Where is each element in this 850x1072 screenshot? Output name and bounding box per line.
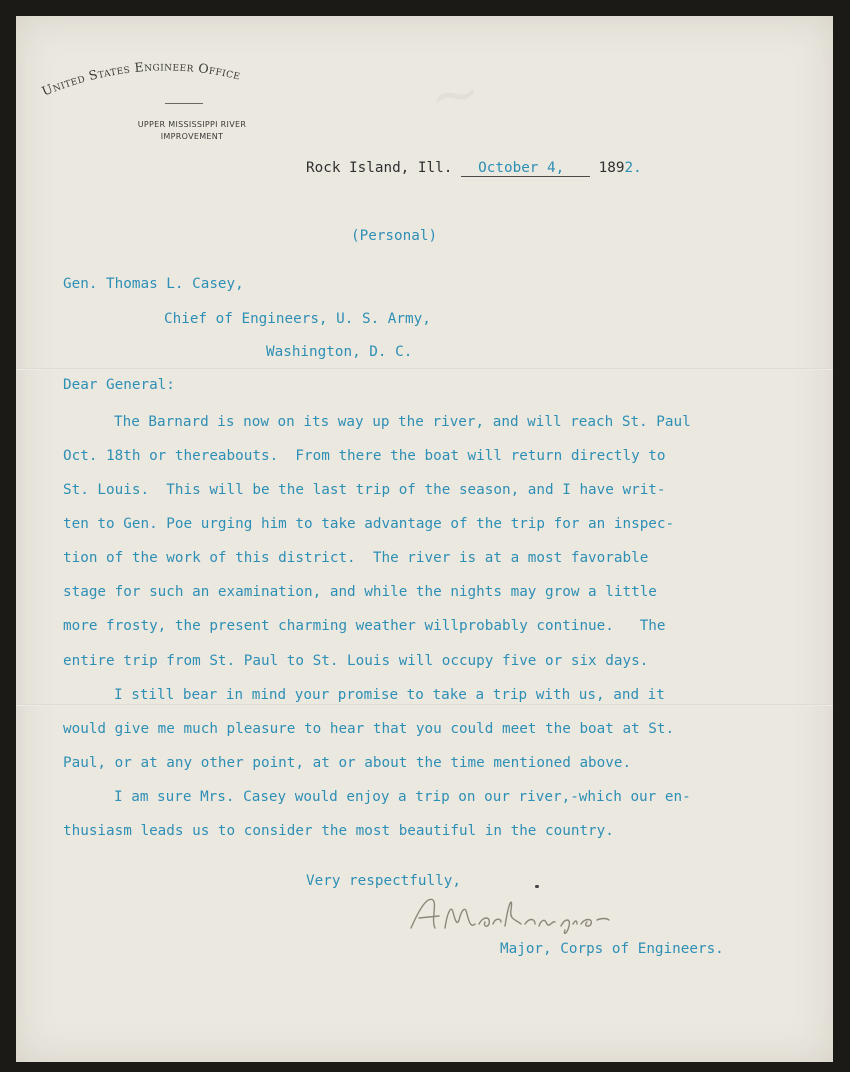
ink-mark xyxy=(535,885,539,888)
year-printed: 189 xyxy=(598,160,625,176)
personal-marking: (Personal) xyxy=(351,228,438,244)
salutation: Dear General: xyxy=(63,377,175,393)
office-name: United States Engineer Office xyxy=(39,58,243,99)
division-line-1: UPPER MISSISSIPPI RIVER xyxy=(137,120,247,129)
body-line: stage for such an examination, and while the nights may grow a little xyxy=(63,584,657,600)
body-line: Oct. 18th or thereabouts. From there the boat will return directly to xyxy=(63,448,666,464)
recipient-name: Gen. Thomas L. Casey, xyxy=(63,276,244,292)
body-line: ten to Gen. Poe urging him to take advantage of the trip for an inspec- xyxy=(63,516,675,532)
body-line: entire trip from St. Paul to St. Louis will occupy five or six days. xyxy=(63,653,649,669)
date-month-day: October 4, xyxy=(478,160,565,176)
body-line: I still bear in mind your promise to take a trip with us, and it xyxy=(114,687,665,703)
body-line: The Barnard is now on its way up the river, and will reach St. Paul xyxy=(114,414,691,430)
date-blank xyxy=(461,160,590,177)
body-line: tion of the work of this district. The river is at a most favorable xyxy=(63,550,649,566)
letterhead xyxy=(22,44,322,164)
year-typed: 2. xyxy=(624,160,642,176)
recipient-city: Washington, D. C. xyxy=(266,344,413,360)
fold-line xyxy=(16,368,833,370)
body-line: thusiasm leads us to consider the most beautiful in the country. xyxy=(63,823,614,839)
recipient-title: Chief of Engineers, U. S. Army, xyxy=(164,311,431,327)
letterhead-rule xyxy=(165,103,203,104)
body-line: St. Louis. This will be the last trip of the season, and I have writ- xyxy=(63,482,666,498)
body-line: more frosty, the present charming weather willprobably continue. The xyxy=(63,618,666,634)
handwritten-signature xyxy=(405,890,655,940)
bleed-through-mark: ~ xyxy=(425,56,485,134)
signer-title: Major, Corps of Engineers. xyxy=(500,941,724,957)
body-line: I am sure Mrs. Casey would enjoy a trip on our river,-which our en- xyxy=(114,789,691,805)
division-line-2: IMPROVEMENT xyxy=(160,132,224,141)
place-name: Rock Island, Ill. xyxy=(306,160,453,176)
fold-line xyxy=(16,704,833,706)
division-name xyxy=(102,119,282,143)
body-line: Paul, or at any other point, at or about the time mentioned above. xyxy=(63,755,632,771)
date-line xyxy=(306,160,642,177)
body-line: would give me much pleasure to hear that you could meet the boat at St. xyxy=(63,721,675,737)
closing: Very respectfully, xyxy=(306,873,461,889)
office-name-arc xyxy=(22,44,322,124)
